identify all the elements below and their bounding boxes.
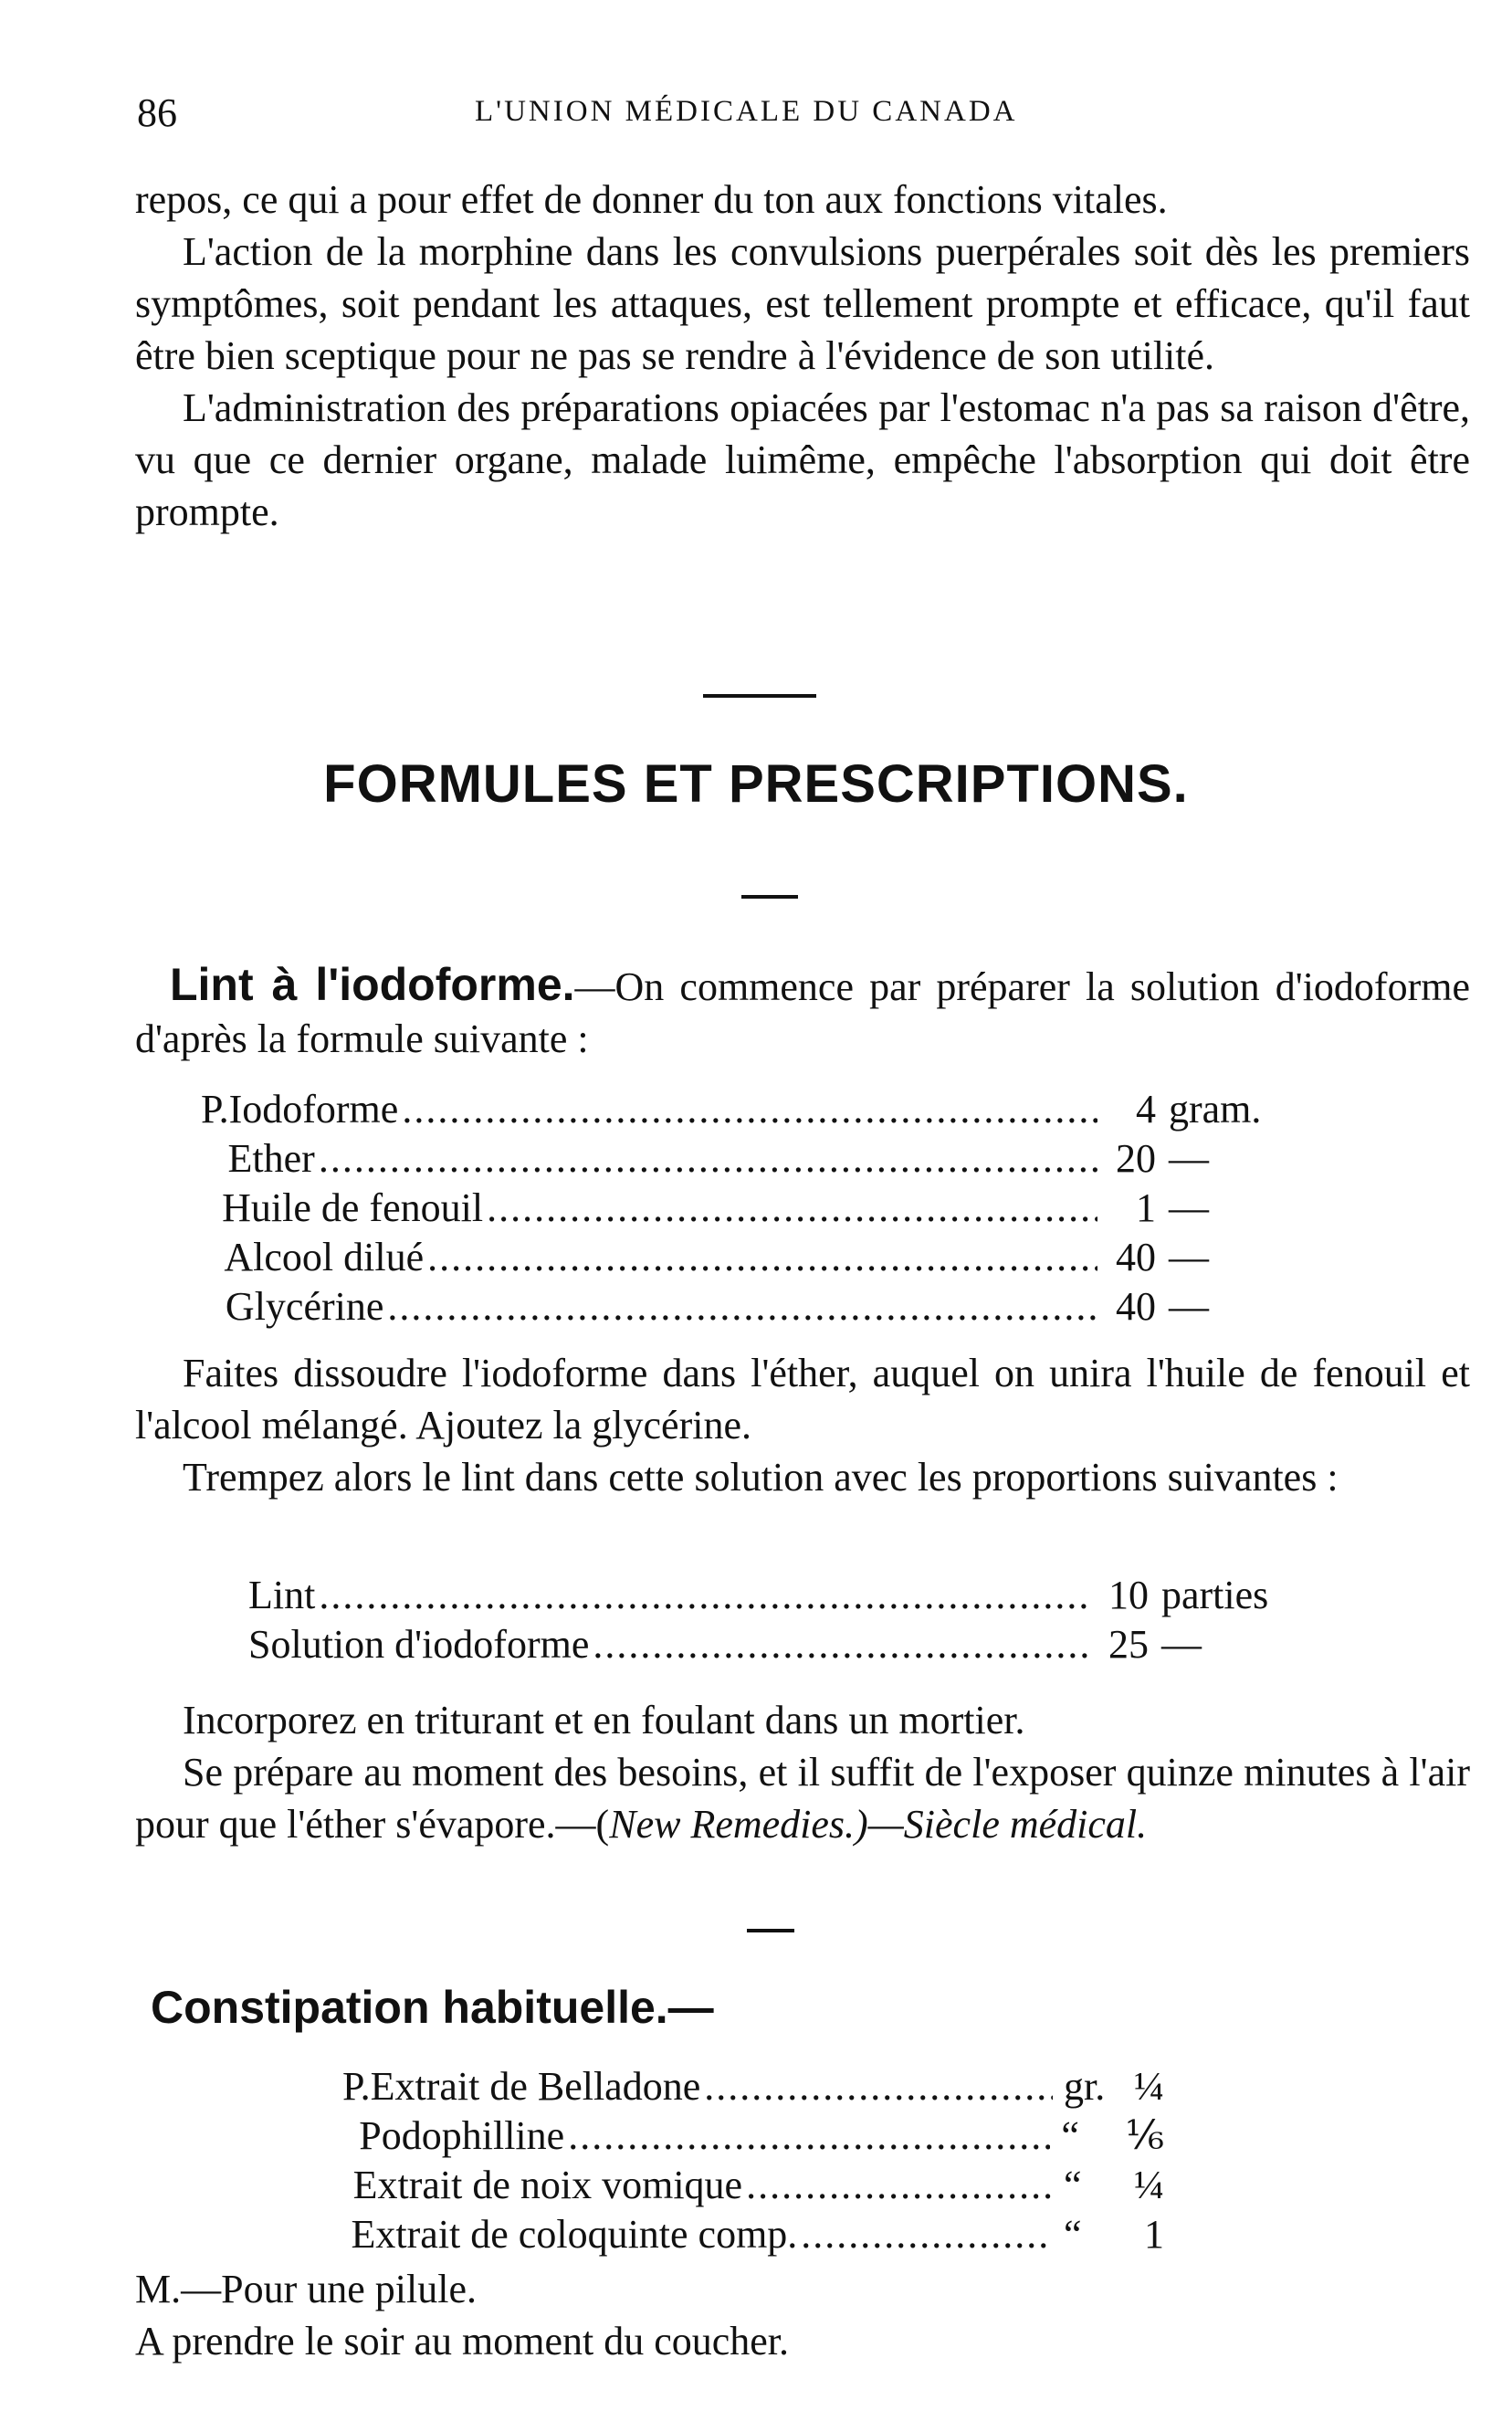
ingredient-unit: “ bbox=[1061, 2113, 1079, 2158]
leader-dots bbox=[746, 2161, 1053, 2210]
ingredient-quantity: 40 bbox=[1116, 1235, 1156, 1279]
divider bbox=[703, 694, 816, 698]
section-title: FORMULES ET PRESCRIPTIONS. bbox=[323, 754, 1189, 814]
instruction-line: A prendre le soir au moment du coucher. bbox=[135, 2319, 790, 2364]
ingredient-name: Iodoforme bbox=[228, 1087, 399, 1132]
ingredient-name: Extrait de Belladone bbox=[370, 2064, 701, 2109]
formula-row bbox=[201, 1134, 1306, 1184]
ingredient-name: Extrait de coloquinte comp. bbox=[351, 2212, 798, 2257]
instruction-line: M.—Pour une pilule. bbox=[135, 2267, 477, 2311]
lint-intro bbox=[135, 959, 1470, 1065]
divider bbox=[741, 895, 798, 899]
ingredient-quantity: ⅙ bbox=[1125, 2113, 1164, 2158]
leader-dots bbox=[593, 1620, 1090, 1669]
formula-row bbox=[201, 1184, 1306, 1233]
ingredient-unit: — bbox=[1169, 1136, 1209, 1181]
lint-closing bbox=[135, 1694, 1470, 1850]
ingredient-name: Alcool dilué bbox=[224, 1235, 425, 1279]
leader-dots bbox=[801, 2210, 1053, 2259]
constipation-formula bbox=[342, 2062, 1164, 2259]
ingredient-quantity: 25 bbox=[1108, 1622, 1149, 1667]
lint-formula bbox=[201, 1085, 1306, 1332]
ingredient-name: Lint bbox=[248, 1573, 316, 1617]
ingredient-name: Extrait de noix vomique bbox=[352, 2163, 743, 2207]
ingredient-name: Glycérine bbox=[225, 1284, 384, 1329]
ingredient-quantity: 20 bbox=[1116, 1136, 1156, 1181]
ingredient-unit: — bbox=[1161, 1622, 1202, 1667]
formula-prefix: P. bbox=[342, 2064, 371, 2109]
page-number: 86 bbox=[137, 90, 177, 135]
ingredient-unit: — bbox=[1169, 1235, 1209, 1279]
ingredient-unit: “ bbox=[1064, 2212, 1082, 2257]
ingredient-name: Huile de fenouil bbox=[222, 1185, 484, 1230]
proportion-row bbox=[248, 1620, 1298, 1669]
intro-paragraph: L'action de la morphine dans les convulsions puerpérales soit dès les premiers symptômes, soit pendant les attaques, est tellement prompte et efficace, qu'il faut être bien sceptique pour ne pas se rendre à l'évidence de son utilité. bbox=[135, 229, 1470, 378]
constipation-heading-block bbox=[151, 1982, 1486, 2036]
ingredient-quantity: ¼ bbox=[1134, 2163, 1164, 2207]
ingredient-unit: “ bbox=[1064, 2163, 1082, 2207]
formula-row bbox=[201, 1233, 1306, 1282]
leader-dots bbox=[427, 1233, 1097, 1282]
leader-dots bbox=[704, 2062, 1053, 2111]
proportion-row bbox=[248, 1571, 1298, 1620]
ingredient-unit: gram. bbox=[1169, 1087, 1262, 1132]
lint-lead: —On commence par préparer la solution d'iodoforme d'après la formule suivante : bbox=[135, 964, 1470, 1061]
ingredient-unit: — bbox=[1169, 1185, 1209, 1230]
ingredient-quantity: ¼ bbox=[1134, 2064, 1164, 2109]
lint-source: New Remedies.)—Siècle médical. bbox=[609, 1802, 1148, 1847]
intro-paragraph: repos, ce qui a pour effet de donner du ton aux fonctions vitales. bbox=[135, 177, 1168, 222]
leader-dots bbox=[387, 1282, 1097, 1332]
formula-prefix: P. bbox=[201, 1087, 229, 1132]
lint-instructions bbox=[135, 1347, 1470, 1503]
ingredient-quantity: 40 bbox=[1116, 1284, 1156, 1329]
intro-text bbox=[135, 174, 1470, 538]
intro-paragraph: L'administration des préparations opiacées par l'estomac n'a pas sa raison d'être, vu que ce dernier organe, malade luimême, empêche l'absorption qui doit être prompte. bbox=[135, 385, 1470, 534]
lint-text: Se prépare au moment des besoins, et il suffit de l'exposer quinze minutes à l'air pour que l'éther s'évapore.—( bbox=[135, 1750, 1470, 1847]
lint-proportions bbox=[248, 1571, 1298, 1669]
lint-paragraph bbox=[135, 959, 1470, 1065]
formula-row bbox=[201, 1085, 1306, 1134]
leader-dots bbox=[487, 1184, 1097, 1233]
ingredient-quantity: 1 bbox=[1136, 1185, 1156, 1230]
leader-dots bbox=[568, 2111, 1050, 2161]
formula-row bbox=[201, 1282, 1306, 1332]
constipation-heading: Constipation habituelle.— bbox=[151, 1982, 714, 2033]
ingredient-quantity: 10 bbox=[1108, 1573, 1149, 1617]
constipation-instructions bbox=[135, 2263, 1470, 2367]
ingredient-unit: gr. bbox=[1064, 2064, 1106, 2109]
lint-paragraph: Trempez alors le lint dans cette solution avec les proportions suivantes : bbox=[183, 1455, 1339, 1500]
leader-dots bbox=[402, 1085, 1097, 1134]
ingredient-name: Podophilline bbox=[359, 2113, 565, 2158]
ingredient-unit: — bbox=[1169, 1284, 1209, 1329]
running-title: L'UNION MÉDICALE DU CANADA bbox=[475, 95, 1018, 128]
leader-dots bbox=[319, 1571, 1090, 1620]
page-header bbox=[137, 89, 1402, 144]
lint-paragraph: Incorporez en triturant et en foulant dans un mortier. bbox=[183, 1698, 1025, 1742]
leader-dots bbox=[319, 1134, 1097, 1184]
formula-row bbox=[342, 2062, 1164, 2111]
lint-heading: Lint à l'iodoforme. bbox=[170, 959, 575, 1010]
ingredient-name: Ether bbox=[227, 1136, 315, 1181]
formula-row bbox=[342, 2161, 1164, 2210]
lint-paragraph bbox=[135, 1746, 1470, 1850]
formula-row bbox=[342, 2210, 1164, 2259]
ingredient-quantity: 4 bbox=[1136, 1087, 1156, 1132]
divider bbox=[747, 1929, 794, 1932]
ingredient-name: Solution d'iodoforme bbox=[248, 1622, 590, 1667]
ingredient-unit: parties bbox=[1161, 1573, 1269, 1617]
formula-row bbox=[342, 2111, 1164, 2161]
ingredient-quantity: 1 bbox=[1144, 2212, 1164, 2257]
lint-paragraph: Faites dissoudre l'iodoforme dans l'éther, auquel on unira l'huile de fenouil et l'alcool mélangé. Ajoutez la glycérine. bbox=[135, 1351, 1470, 1448]
